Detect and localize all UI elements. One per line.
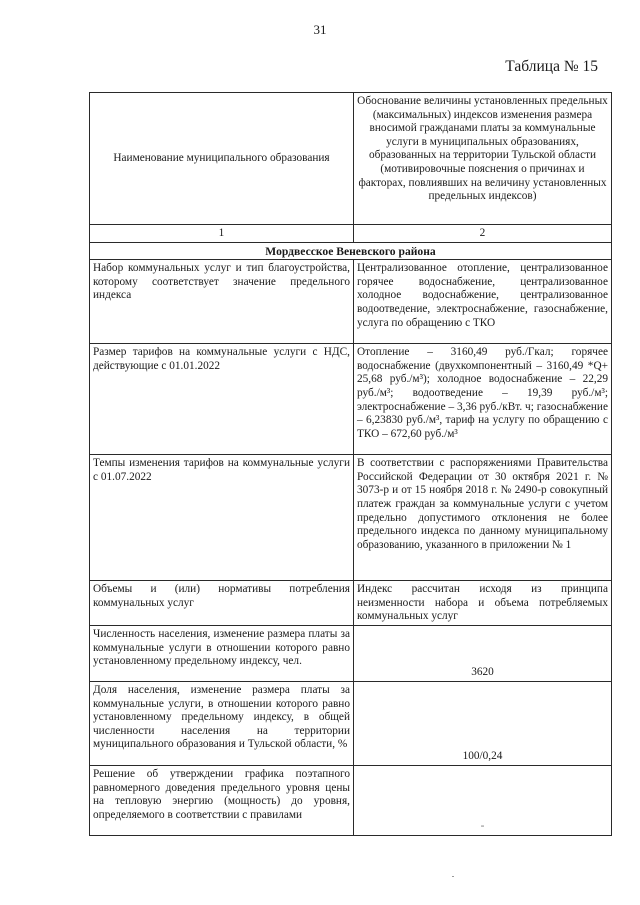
row-value: Отопление – 3160,49 руб./Гкал; горячее водоснабжение (двухкомпонентный – 3160,49 *Q+ 25,68 руб./м³); холодное водоснабжение – 22,29 руб./м³; водоотведение – 19,39 руб./м³; электроснабжение – 3,36 руб./кВт. ч; газоснабжение – 6,23830 руб./м³, тариф на услугу по обращению с ТКО – 672,60 руб./м³ [354,344,612,455]
row-label: Объемы и (или) нормативы потребления коммунальных услуг [90,581,354,626]
row-value: 100/0,24 [354,681,612,765]
row-label: Доля населения, изменение размера платы за коммунальные услуги, в отношении которого равно установленному предельному индексу, в общей численности населения на территории муниципального образования и Тульской области, % [90,681,354,765]
row-label: Решение об утверждении графика поэтапного равномерного доведения предельного уровня цены на тепловую энергию (мощность) до уровня, определяемого в соответствии с правилами [90,765,354,835]
region-name: Мордвесское Веневского района [90,242,612,260]
table-row [90,344,612,455]
header-justification: Обоснование величины установленных предельных (максимальных) индексов изменения размера вносимой гражданами платы за коммунальные услуги в муниципальных образованиях, образованных на территории Тульской области (мотивировочные пояснения о причинах и факторах, повлиявших на величину установленных предельных индексов) [354,93,612,225]
column-number-row [90,225,612,243]
table-row [90,625,612,681]
table-row [90,681,612,765]
row-label: Темпы изменения тарифов на коммунальные услуги с 01.07.2022 [90,455,354,581]
scan-artifact [452,876,454,877]
column-number-2: 2 [354,225,612,243]
page-number: 31 [313,22,327,37]
region-row [90,242,612,260]
table-row [90,260,612,344]
row-label: Набор коммунальных услуг и тип благоустройства, которому соответствует значение предельного индекса [90,260,354,344]
table-row [90,455,612,581]
header-municipality: Наименование муниципального образования [90,93,354,225]
table-row [90,765,612,835]
row-value: Централизованное отопление, централизованное горячее водоснабжение, централизованное холодное водоснабжение, централизованное водоотведение, электроснабжение, газоснабжение, услуга по обращению с ТКО [354,260,612,344]
row-label: Численность населения, изменение размера платы за коммунальные услуги в отношении которого равно установленному предельному индексу, чел. [90,625,354,681]
table-row [90,581,612,626]
justification-table [89,92,612,836]
row-value: В соответствии с распоряжениями Правительства Российской Федерации от 30 октября 2021 г. № 3073-р и от 15 ноября 2018 г. № 2490-р совокупный платеж граждан за коммунальные услуги с учетом предельно допустимого отклонения не более предельного индекса по данному муниципальному образованию, указанного в приложении № 1 [354,455,612,581]
row-value: - [354,765,612,835]
row-value: 3620 [354,625,612,681]
table-header-row [90,93,612,225]
table-title: Таблица № 15 [505,58,598,75]
column-number-1: 1 [90,225,354,243]
row-value: Индекс рассчитан исходя из принципа неизменности набора и объема потребляемых коммунальных услуг [354,581,612,626]
row-label: Размер тарифов на коммунальные услуги с НДС, действующие с 01.01.2022 [90,344,354,455]
